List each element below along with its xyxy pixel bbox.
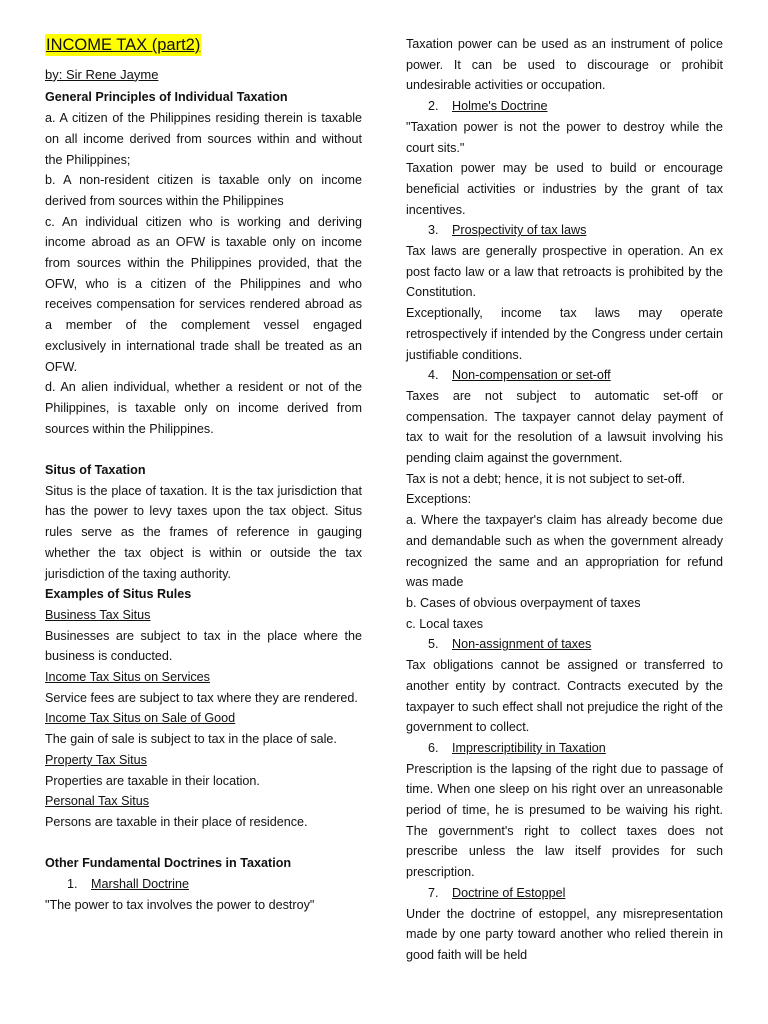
doctrine-number: 6. xyxy=(428,740,439,755)
subheading-property-situs: Property Tax Situs xyxy=(45,752,147,767)
doctrine-number: 7. xyxy=(428,885,439,900)
subheading-business-tax-situs: Business Tax Situs xyxy=(45,607,151,622)
paragraph-holmes-1: "Taxation power is not the power to destroy while the court sits." xyxy=(406,119,723,155)
doctrine-number: 3. xyxy=(428,223,439,238)
doctrine-item-1 xyxy=(45,874,362,895)
exception-a: a. Where the taxpayer's claim has already become due and demandable such as when the government already recognized the same and an appropriation for refund was made xyxy=(406,513,723,590)
doctrine-item-3 xyxy=(406,220,723,241)
doctrine-item-5 xyxy=(406,634,723,655)
paragraph-b: b. A non-resident citizen is taxable only on income derived from sources within the Philippines xyxy=(45,173,362,208)
paragraph-setoff-1: Taxes are not subject to automatic set-off or compensation. The taxpayer cannot delay payment of tax to wait for the resolution of a lawsuit involving his pending claim against the government. xyxy=(406,388,723,466)
doctrine-title: Marshall Doctrine xyxy=(91,877,189,892)
paragraph-services-situs: Service fees are subject to tax where they are rendered. xyxy=(45,690,358,705)
document-title: INCOME TAX (part2) xyxy=(46,36,201,54)
doctrine-number: 2. xyxy=(428,99,439,114)
doctrine-item-2 xyxy=(406,96,723,117)
paragraph-estoppel: Under the doctrine of estoppel, any misrepresentation made by one party toward another who relied therein in good faith will be held xyxy=(406,906,723,962)
exception-c: c. Local taxes xyxy=(406,616,484,631)
doctrine-item-6 xyxy=(406,738,723,759)
paragraph-situs: Situs is the place of taxation. It is the tax jurisdiction that has the power to levy taxes upon the tax object. Situs rules serve as the frames of reference in gauging whether the tax object is within or outside the tax jurisdiction of the taxing authority. xyxy=(45,483,362,581)
paragraph-prospectivity-2: Exceptionally, income tax laws may operate retrospectively if intended by the Congress under certain justifiable conditions. xyxy=(406,306,723,362)
doctrine-item-4 xyxy=(406,365,723,386)
paragraph-a: a. A citizen of the Philippines residing therein is taxable on all income derived from sources within and without the Philippines; xyxy=(45,111,362,167)
paragraph-sale-situs: The gain of sale is subject to tax in the place of sale. xyxy=(45,732,337,747)
doctrine-number: 4. xyxy=(428,368,439,383)
doctrine-title: Non-compensation or set-off xyxy=(452,368,611,383)
paragraph-property-situs: Properties are taxable in their location. xyxy=(45,773,260,788)
paragraph-imprescriptibility: Prescription is the lapsing of the right due to passage of time. When one sleep on his right over an unreasonable period of time, he is presumed to be waiving his right. The government's right to collect taxes does not prescribe unless the law itself provides for such prescription. xyxy=(406,761,723,880)
paragraph-business-tax-situs: Businesses are subject to tax in the place where the business is conducted. xyxy=(45,628,362,664)
doctrine-number: 5. xyxy=(428,637,439,652)
paragraph-prospectivity-1: Tax laws are generally prospective in operation. An ex post facto law or a law that retroacts is prohibited by the Constitution. xyxy=(406,244,723,300)
paragraph-setoff-2: Tax is not a debt; hence, it is not subject to set-off. xyxy=(406,471,686,486)
doctrine-title: Prospectivity of tax laws xyxy=(452,223,587,238)
doctrine-title: Imprescriptibility in Taxation xyxy=(452,740,606,755)
heading-other-doctrines: Other Fundamental Doctrines in Taxation xyxy=(45,856,292,871)
doctrine-item-7 xyxy=(406,883,723,904)
heading-situs: Situs of Taxation xyxy=(45,463,146,478)
doctrine-title: Doctrine of Estoppel xyxy=(452,885,566,900)
paragraph-marshall: "The power to tax involves the power to destroy" xyxy=(45,897,315,912)
left-column xyxy=(45,34,362,916)
paragraph-non-assignment: Tax obligations cannot be assigned or transferred to another entity by contract. Contracts executed by the taxpayer to such effect shall not prejudice the right of the government to collect. xyxy=(406,658,723,735)
heading-general-principles: General Principles of Individual Taxation xyxy=(45,90,288,105)
paragraph-c: c. An individual citizen who is working and deriving income abroad as an OFW is taxable only on income from sources within the Philippines provided, that the OFW, who is a citizen of the Philippines and who receives compensation for services rendered abroad as a member of the complement vessel engaged exclusively in international trade shall be treated as an OFW. xyxy=(45,214,362,374)
exception-b: b. Cases of obvious overpayment of taxes xyxy=(406,595,641,610)
subheading-sale-situs: Income Tax Situs on Sale of Good xyxy=(45,711,236,726)
right-column xyxy=(406,34,723,966)
subheading-personal-situs: Personal Tax Situs xyxy=(45,794,150,809)
paragraph-holmes-2: Taxation power may be used to build or encourage beneficial activities or industries by the grant of tax incentives. xyxy=(406,161,723,217)
exceptions-label: Exceptions: xyxy=(406,492,472,507)
paragraph-d: d. An alien individual, whether a resident or not of the Philippines, is taxable only on income derived from sources within the Philippines. xyxy=(45,380,362,436)
doctrine-number: 1. xyxy=(67,877,78,892)
subheading-services-situs: Income Tax Situs on Services xyxy=(45,670,210,685)
doctrine-title: Holme's Doctrine xyxy=(452,99,548,114)
paragraph-personal-situs: Persons are taxable in their place of residence. xyxy=(45,815,308,829)
author-byline: by: Sir Rene Jayme xyxy=(45,66,159,82)
doctrine-title: Non-assignment of taxes xyxy=(452,637,592,652)
paragraph-police-power: Taxation power can be used as an instrument of police power. It can be used to discourage or prohibit undesirable activities or occupation. xyxy=(406,37,723,93)
heading-situs-examples: Examples of Situs Rules xyxy=(45,587,192,602)
